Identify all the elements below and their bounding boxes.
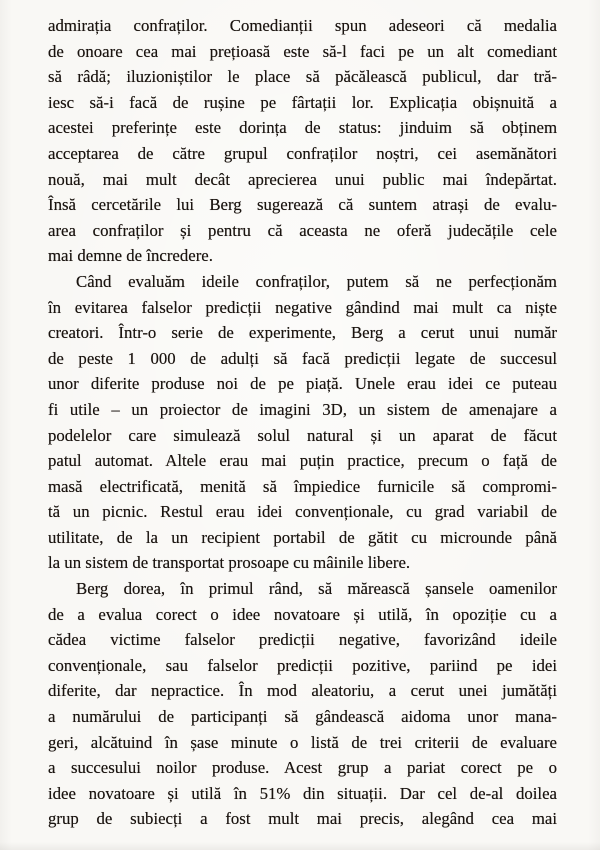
paragraph xyxy=(48,269,557,576)
text-line: nouă, mai mult decât aprecierea unui public mai îndepărtat. xyxy=(48,169,557,189)
text-line: geri, alcătuind în șase minute o listă de trei criterii de evaluare xyxy=(48,732,557,752)
text-line: tă un picnic. Restul erau idei convenționale, cu grad variabil de xyxy=(48,502,557,522)
text-line: de onoare cea mai prețioasă este să-l faci pe un alt comediant xyxy=(48,41,557,61)
text-line: grup de subiecți a fost mult mai precis, alegând cea mai xyxy=(48,809,557,829)
paragraph xyxy=(48,13,557,269)
text-line: area confraților și pentru că aceasta ne oferă judecățile cele xyxy=(48,220,557,240)
text-line: diferite, dar nepractice. În mod aleatoriu, a cerut unei jumătăți xyxy=(48,681,557,701)
text-line: admirația confraților. Comedianții spun adeseori că medalia xyxy=(48,16,557,35)
text-line: idee novatoare și utilă în 51% din situații. Dar cel de-al doilea xyxy=(48,783,557,803)
text-line: să râdă; iluzioniștilor le place să păcălească publicul, dar tră- xyxy=(48,67,557,87)
page-text xyxy=(48,13,557,832)
text-line: în evitarea falselor predicții negative gândind mai mult ca niște xyxy=(48,297,557,317)
paragraph xyxy=(48,576,557,832)
text-line: fi utile – un proiector de imagini 3D, un sistem de amenajare a xyxy=(48,399,557,419)
text-line: podelelor care simulează solul natural și un aparat de făcut xyxy=(48,425,557,445)
text-line: convenționale, sau falselor predicții pozitive, pariind pe idei xyxy=(48,655,557,675)
text-line: a numărului de participanți să gândească aidoma unor mana- xyxy=(48,707,557,727)
text-line: Însă cercetările lui Berg sugerează că suntem atrași de evalu- xyxy=(48,195,557,215)
text-line: de a evalua corect o idee novatoare și utilă, în opoziție cu a xyxy=(48,604,557,624)
text-line: mai demne de încredere. xyxy=(48,246,213,266)
text-line: Când evaluăm ideile confraților, putem să ne perfecționăm xyxy=(76,271,557,291)
text-line: acestei preferințe este dorința de status: jinduim să obținem xyxy=(48,118,557,138)
text-line: Berg dorea, în primul rând, să mărească șansele oamenilor xyxy=(76,579,557,599)
text-line: cădea victime falselor predicții negative, favorizând ideile xyxy=(48,630,557,650)
text-line: creatori. Într-o serie de experimente, Berg a cerut unui număr xyxy=(48,323,557,343)
text-line: iesc să-i facă de rușine pe fârtații lor. Explicația obișnuită a xyxy=(48,92,557,112)
text-line: masă electrificată, menită să împiedice furnicile să compromi- xyxy=(48,476,557,496)
text-line: patul automat. Altele erau mai puțin practice, precum o față de xyxy=(48,451,557,471)
scan-shadow xyxy=(0,842,600,850)
text-line: utilitate, de la un recipient portabil de gătit cu microunde până xyxy=(48,527,557,547)
text-line: la un sistem de transportat prosoape cu mâinile libere. xyxy=(48,553,411,573)
text-line: de peste 1 000 de adulți să facă predicții legate de succesul xyxy=(48,348,557,368)
text-line: unor diferite produse noi de pe piață. Unele erau idei ce puteau xyxy=(48,374,557,394)
text-line: acceptarea de către grupul confraților noștri, cei asemănători xyxy=(48,143,557,163)
text-line: a succesului noilor produse. Acest grup a pariat corect pe o xyxy=(48,758,557,778)
